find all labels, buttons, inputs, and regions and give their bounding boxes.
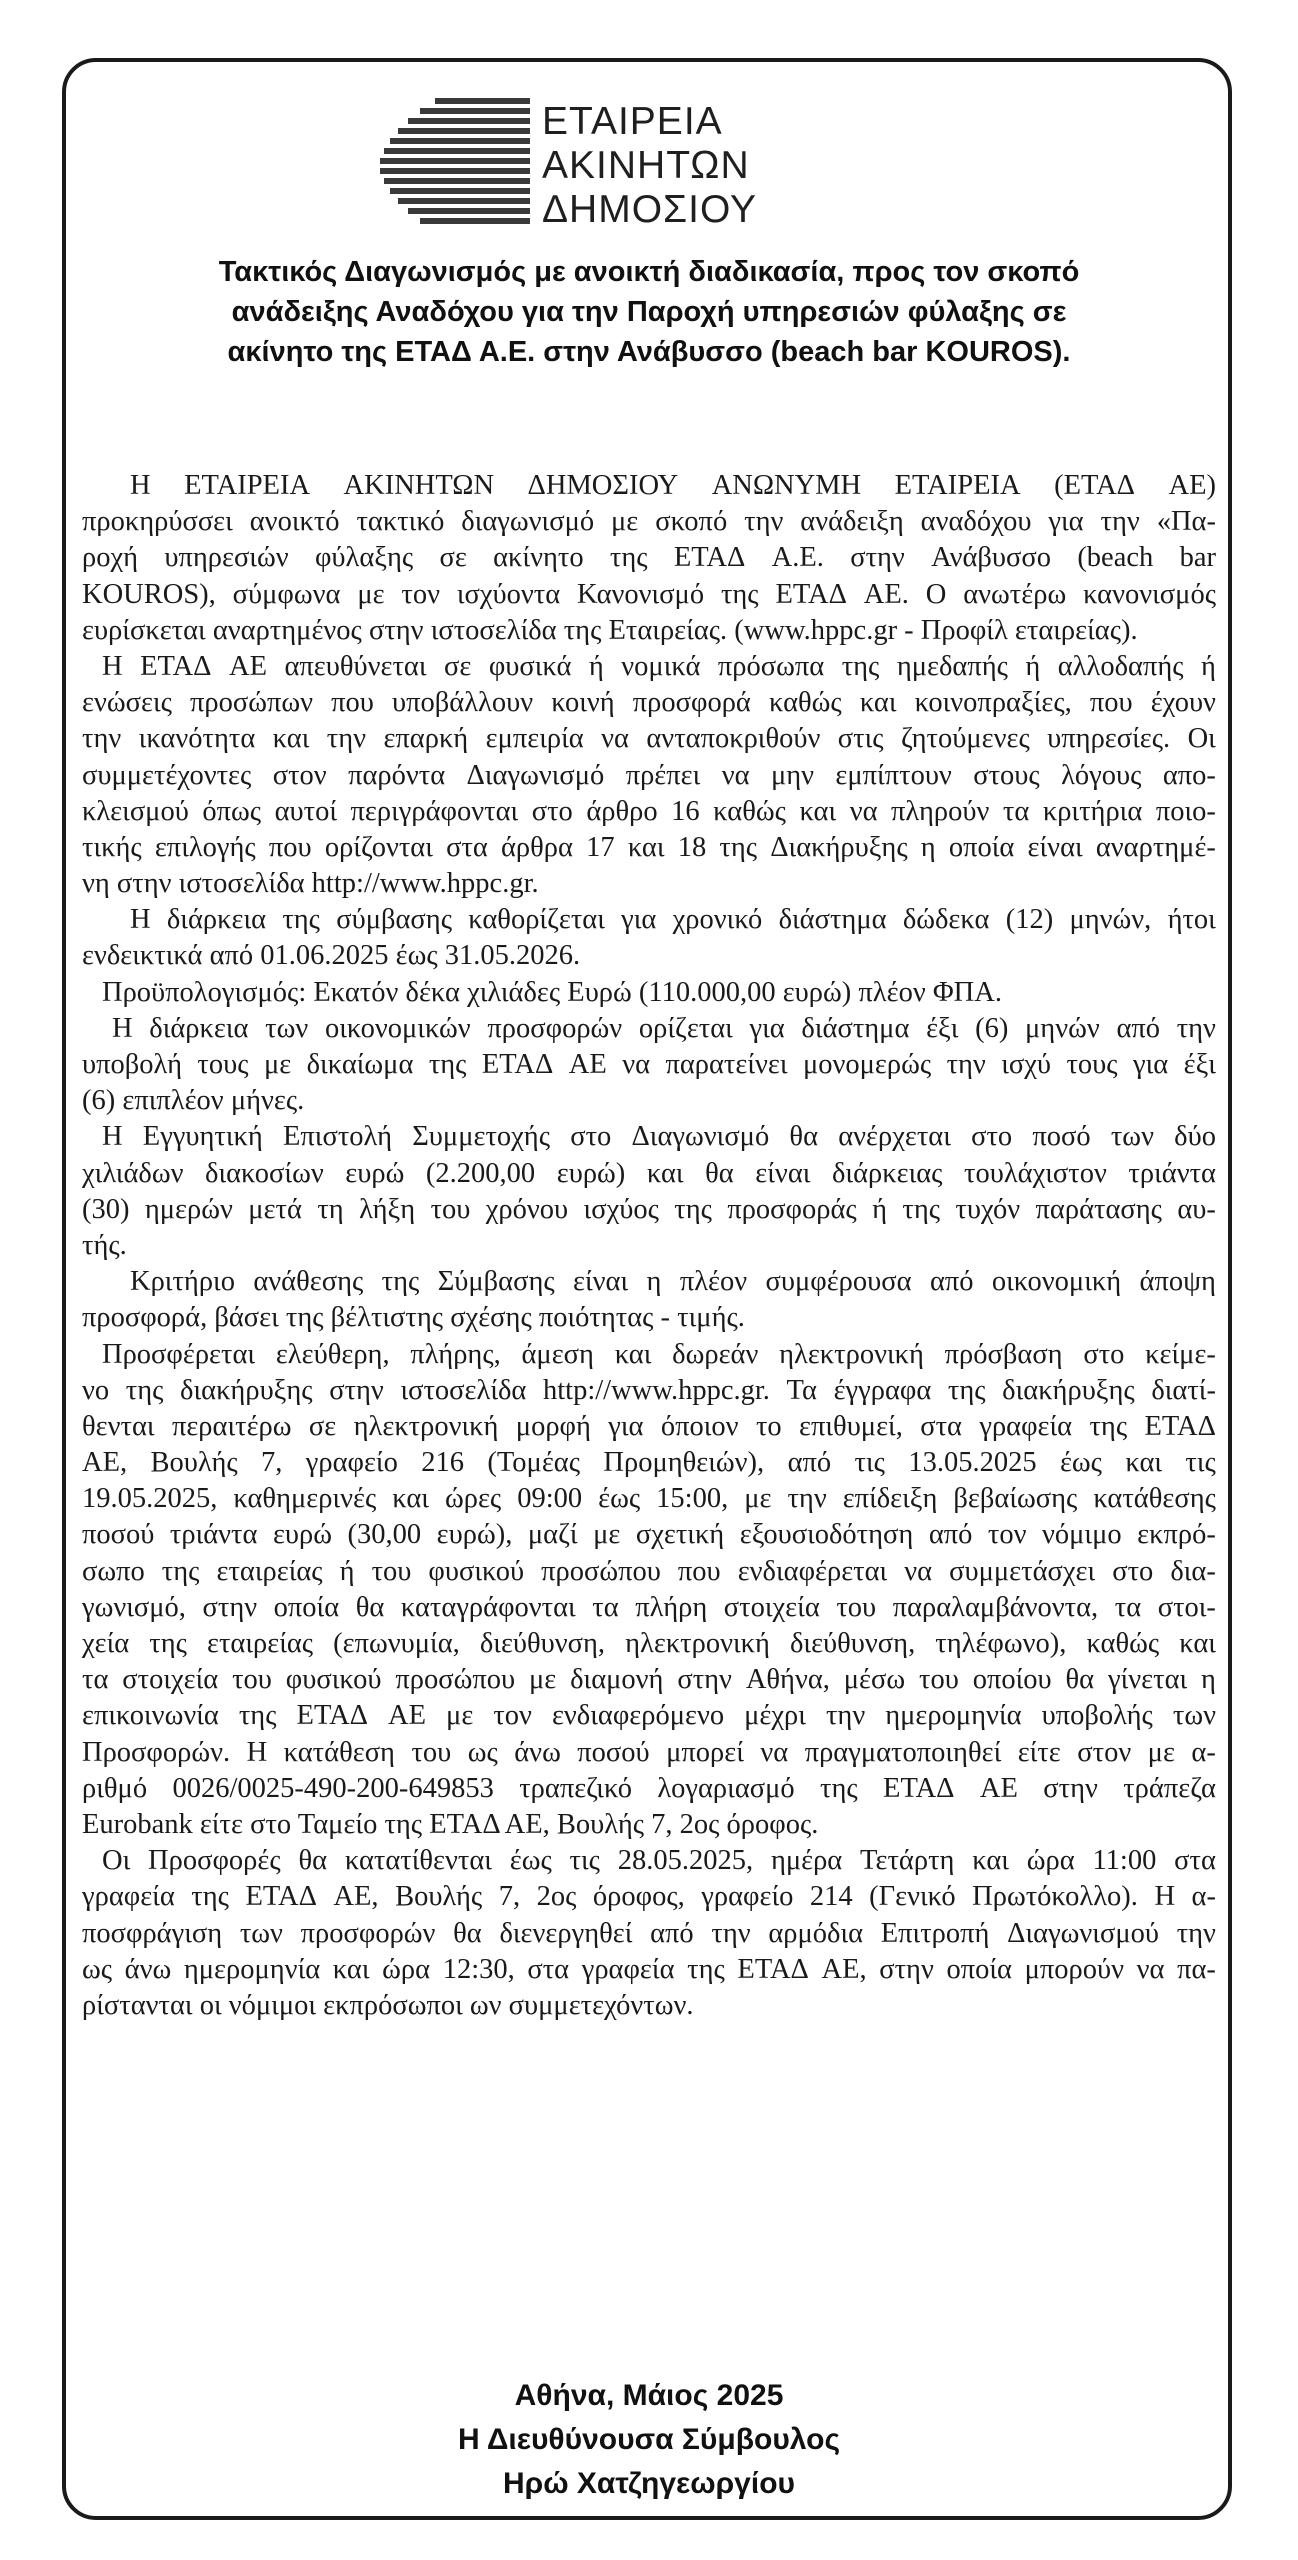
body-line: ποσού τριάντα ευρώ (30,00 ευρώ), μαζί με σχετική εξουσιοδότηση από τον νόμιμο εκπρό- (82, 1519, 1216, 1551)
body-line: ροχή υπηρεσιών φύλαξης σε ακίνητο της ΕΤΑΔ Α.Ε. στην Ανάβυσσο (beach bar (82, 542, 1216, 574)
body-line: γωνισμό, στην οποία θα καταγράφονται τα πλήρη στοιχεία του παραλαμβάνοντα, τα στοι- (82, 1591, 1216, 1623)
body-line: ρίστανται οι νόμιμοι εκπρόσωποι ων συμμετεχόντων. (82, 1989, 694, 2021)
body-line: χιλιάδων διακοσίων ευρώ (2.200,00 ευρώ) και θα είναι διάρκειας τουλάχιστον τριάντα (82, 1157, 1216, 1189)
company-logo (380, 92, 920, 242)
body-line: 19.05.2025, καθημερινές και ώρες 09:00 έως 15:00, με την επίδειξη βεβαίωσης κατάθεσης (82, 1483, 1216, 1515)
body-line: Η ΕΤΑΙΡΕΙΑ ΑΚΙΝΗΤΩΝ ΔΗΜΟΣΙΟΥ ΑΝΩΝΥΜΗ ΕΤΑΙΡΕΙΑ (ΕΤΑΔ ΑΕ) (130, 470, 1216, 501)
signature-place-date: Αθήνα, Μάιος 2025 (514, 2379, 784, 2412)
body-line: νη στην ιστοσελίδα http://www.hppc.gr. (82, 868, 539, 900)
logo-stripes-icon (380, 98, 530, 228)
body-line: θενται περαιτέρω σε ηλεκτρονική μορφή για όποιον το επιθυμεί, στα γραφεία της ΕΤΑΔ (82, 1410, 1216, 1442)
body-line: ποσφράγιση των προσφορών θα διενεργηθεί από την αρμόδια Επιτροπή Διαγωνισμού την (82, 1917, 1216, 1949)
body-line: τής. (82, 1229, 127, 1261)
body-line: Η διάρκεια της σύμβασης καθορίζεται για χρονικό διάστημα δώδεκα (12) μηνών, ήτοι (130, 904, 1216, 936)
body-line: (6) επιπλέον μήνες. (82, 1085, 305, 1117)
body-line: Η διάρκεια των οικονομικών προσφορών ορίζεται για διάστημα έξι (6) μηνών από την (112, 1012, 1216, 1044)
body-line: Προσφέρεται ελεύθερη, πλήρης, άμεση και δωρεάν ηλεκτρονική πρόσβαση στο κείμε- (102, 1338, 1216, 1370)
body-line: KOUROS), σύμφωνα με τον ισχύοντα Κανονισμό της ΕΤΑΔ ΑΕ. Ο ανωτέρω κανονισμός (82, 578, 1216, 610)
logo-line: ΔΗΜΟΣΙΟΥ (542, 188, 758, 231)
title-line: Τακτικός Διαγωνισμός με ανοικτή διαδικασία, προς τον σκοπό (218, 256, 1080, 288)
body-line: ευρίσκεται αναρτημένος στην ιστοσελίδα της Εταιρείας. (www.hppc.gr - Προφίλ εταιρείας). (82, 614, 1138, 646)
logo-line: ΕΤΑΙΡΕΙΑ (542, 100, 723, 143)
body-line: συμμετέχοντες στον παρόντα Διαγωνισμό πρέπει να μην εμπίπτουν στους λόγους απο- (82, 759, 1216, 791)
title-line: ανάδειξης Αναδόχου για την Παροχή υπηρεσιών φύλαξης σε (231, 296, 1067, 328)
notice-title (90, 252, 1208, 372)
body-line: ως άνω ημερομηνία και ώρα 12:30, στα γραφεία της ΕΤΑΔ ΑΕ, στην οποία μπορούν να πα- (82, 1953, 1216, 1985)
signature-block (90, 2374, 1208, 2506)
body-line: Οι Προσφορές θα κατατίθενται έως τις 28.05.2025, ημέρα Τετάρτη και ώρα 11:00 στα (102, 1845, 1216, 1877)
signature-name: Ηρώ Χατζηγεωργίου (503, 2467, 795, 2500)
body-line: Η ΕΤΑΔ ΑΕ απευθύνεται σε φυσικά ή νομικά πρόσωπα της ημεδαπής ή αλλοδαπής ή (102, 650, 1216, 682)
signature-role: Η Διευθύνουσα Σύμβουλος (457, 2423, 841, 2456)
body-line: σωπο της εταιρείας ή του φυσικού προσώπου που ενδιαφέρεται να συμμετάσχει στο δια- (82, 1555, 1216, 1587)
body-line: τικής επιλογής που ορίζονται στα άρθρα 17 και 18 της Διακήρυξης η οποία είναι αναρτημέ- (82, 831, 1216, 863)
body-line: γραφεία της ΕΤΑΔ ΑΕ, Βουλής 7, 2ος όροφος, γραφείο 214 (Γενικό Πρωτόκολλο). Η α- (82, 1881, 1216, 1913)
body-line: Προσφορών. Η κατάθεση του ως άνω ποσού μπορεί να πραγματοποιηθεί είτε στον με α- (82, 1736, 1216, 1768)
body-line: τα στοιχεία του φυσικού προσώπου με διαμονή στην Αθήνα, μέσω του οποίου θα γίνεται η (82, 1664, 1216, 1696)
body-line: νο της διακήρυξης στην ιστοσελίδα http://www.hppc.gr. Τα έγγραφα της διακήρυξης διατί- (82, 1374, 1216, 1406)
title-line: ακίνητο της ΕΤΑΔ Α.Ε. στην Ανάβυσσο (beach bar KOUROS). (227, 336, 1071, 368)
body-line: υποβολή τους με δικαίωμα της ΕΤΑΔ ΑΕ να παρατείνει μονομερώς την ισχύ τους για έξι (82, 1049, 1216, 1080)
body-line: ριθμό 0026/0025-490-200-649853 τραπεζικό λογαριασμό της ΕΤΑΔ ΑΕ στην τράπεζα (82, 1772, 1216, 1804)
body-line: χεία της εταιρείας (επωνυμία, διεύθυνση, ηλεκτρονική διεύθυνση, τηλέφωνο), καθώς και (82, 1628, 1216, 1659)
body-line: Η Εγγυητική Επιστολή Συμμετοχής στο Διαγωνισμό θα ανέρχεται στο ποσό των δύο (102, 1121, 1216, 1153)
body-line: την ικανότητα και την επαρκή εμπειρία να ανταποκριθούν στις ζητούμενες υπηρεσίες. Οι (82, 723, 1216, 755)
body-line: ενδεικτικά από 01.06.2025 έως 31.05.2026. (82, 940, 581, 972)
body-line: επικοινωνία της ΕΤΑΔ ΑΕ με τον ενδιαφερόμενο μέχρι την ημερομηνία υποβολής των (82, 1700, 1216, 1732)
body-line: Κριτήριο ανάθεσης της Σύμβασης είναι η πλέον συμφέρουσα από οικονομική άποψη (130, 1266, 1216, 1298)
notice-body (82, 468, 1216, 2024)
logo-wordmark (542, 100, 757, 232)
body-line: κλεισμού όπως αυτοί περιγράφονται στο άρθρο 16 καθώς και να πληρούν τα κριτήρια ποιο- (82, 795, 1216, 827)
body-line: Eurobank είτε στο Ταμείο της ΕΤΑΔ ΑΕ, Βουλής 7, 2ος όροφος. (82, 1808, 819, 1840)
body-line: Προϋπολογισμός: Εκατόν δέκα χιλιάδες Ευρώ (110.000,00 ευρώ) πλέον ΦΠΑ. (102, 976, 1002, 1008)
body-line: προσφορά, βάσει της βέλτιστης σχέσης ποιότητας - τιμής. (82, 1302, 745, 1334)
body-line: προκηρύσσει ανοικτό τακτικό διαγωνισμό με σκοπό την ανάδειξη αναδόχου για την «Πα- (82, 506, 1216, 538)
body-line: ΑΕ, Βουλής 7, γραφείο 216 (Τομέας Προμηθειών), από τις 13.05.2025 έως και τις (82, 1447, 1216, 1479)
body-line: ενώσεις προσώπων που υποβάλλουν κοινή προσφορά καθώς και κοινοπραξίες, που έχουν (82, 687, 1216, 719)
body-line: (30) ημερών μετά τη λήξη του χρόνου ισχύος της προσφοράς ή της τυχόν παράτασης αυ- (82, 1193, 1216, 1225)
logo-line: ΑΚΙΝΗΤΩΝ (542, 144, 750, 187)
